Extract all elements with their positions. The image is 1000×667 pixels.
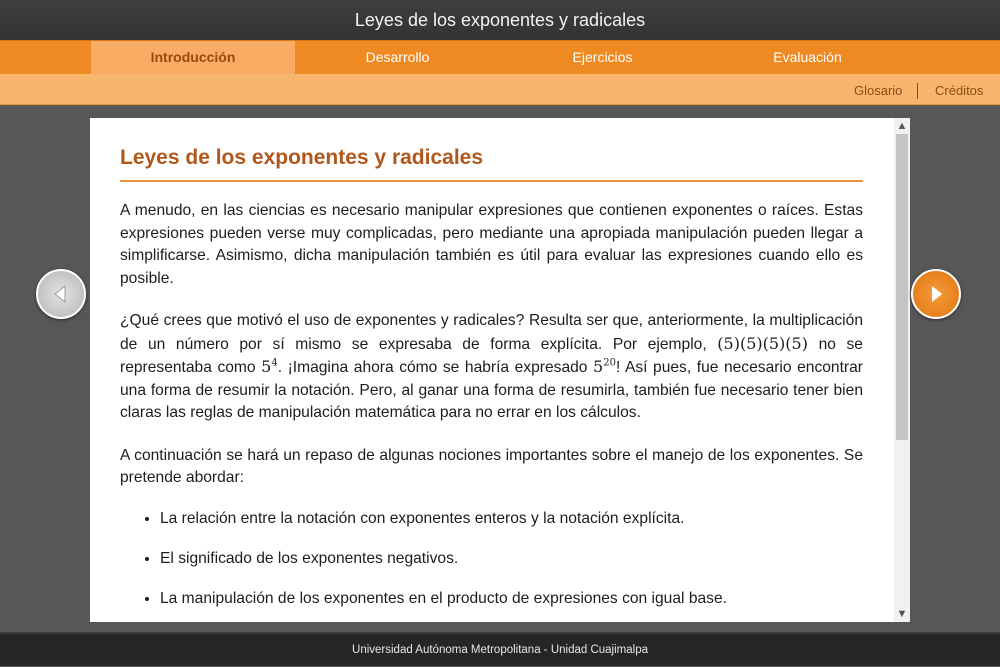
power-base: 5 [593,357,604,376]
history-text-1: ¿Qué crees que motivó el uso de exponentes y radicales? Resulta ser que, anteriormente, la multiplicación de un número por sí mismo se expresaba de forma explícita. Por ejemplo, [120,312,863,353]
history-text-3: . ¡Imagina ahora cómo se habría expresado [277,359,588,376]
history-text-4: ! Así pues, fue necesario encontrar una forma de resumir la notación. Pero, al ganar una forma de resumirla, también fue necesario tener bien claras las reglas de manipulación matemática para no errar en los cálculos. [120,359,863,421]
footer: Universidad Autónoma Metropolitana - Unidad Cuajimalpa [0,632,1000,666]
history-paragraph [120,310,863,425]
article [120,118,863,610]
page-title: Leyes de los exponentes y radicales [120,146,863,182]
glossary-link[interactable]: Glosario [854,83,903,98]
power-expression-5-4 [261,357,278,376]
secondary-nav [0,74,1000,105]
intro-paragraph: A menudo, en las ciencias es necesario manipular expresiones que contienen exponentes o raíces. Estas expresiones pueden verse muy complicadas, pero mediante una apropiada manipulación pueden llegar a simplificarse. Asimismo, dicha manipulación también es útil para evaluar las expresiones cuando ello es posible. [120,202,863,287]
app-title: Leyes de los exponentes y radicales [0,0,1000,40]
topic-list [120,508,863,610]
power-expression-5-20 [593,357,616,376]
next-page-button[interactable] [911,269,961,319]
power-exponent: 20 [603,357,616,369]
caret-up-icon[interactable]: ▲ [896,120,908,132]
tab-desarrollo[interactable]: Desarrollo [365,49,430,65]
topics-intro-paragraph: A continuación se hará un repaso de algunas nociones importantes sobre el manejo de los exponentes. Se pretende abordar: [120,446,863,486]
caret-down-icon[interactable]: ▼ [896,608,908,620]
previous-page-button[interactable] [36,269,86,319]
credits-link[interactable]: Créditos [935,83,984,98]
tab-evaluacion[interactable]: Evaluación [773,49,842,65]
tab-ejercicios[interactable]: Ejercicios [572,49,633,65]
tab-introduccion[interactable]: Introducción [91,41,295,74]
link-divider [917,83,918,99]
explicit-product-expression: (5)(5)(5)(5) [717,333,808,353]
power-exponent: 4 [271,357,278,369]
history-text-2: no se representaba como [120,335,863,376]
main-nav [0,40,1000,74]
chevron-left-icon [38,271,84,317]
list-item: • La manipulación de los exponentes en el producto de expresiones con igual base. [160,588,863,610]
power-base: 5 [261,357,272,376]
vertical-scrollbar[interactable] [894,118,910,622]
chevron-right-icon [913,271,959,317]
scroll-thumb[interactable] [896,134,908,440]
list-item: • El significado de los exponentes negativos. [160,548,863,570]
list-item: • La relación entre la notación con exponentes enteros y la notación explícita. [160,508,863,530]
content-panel[interactable] [90,118,910,622]
